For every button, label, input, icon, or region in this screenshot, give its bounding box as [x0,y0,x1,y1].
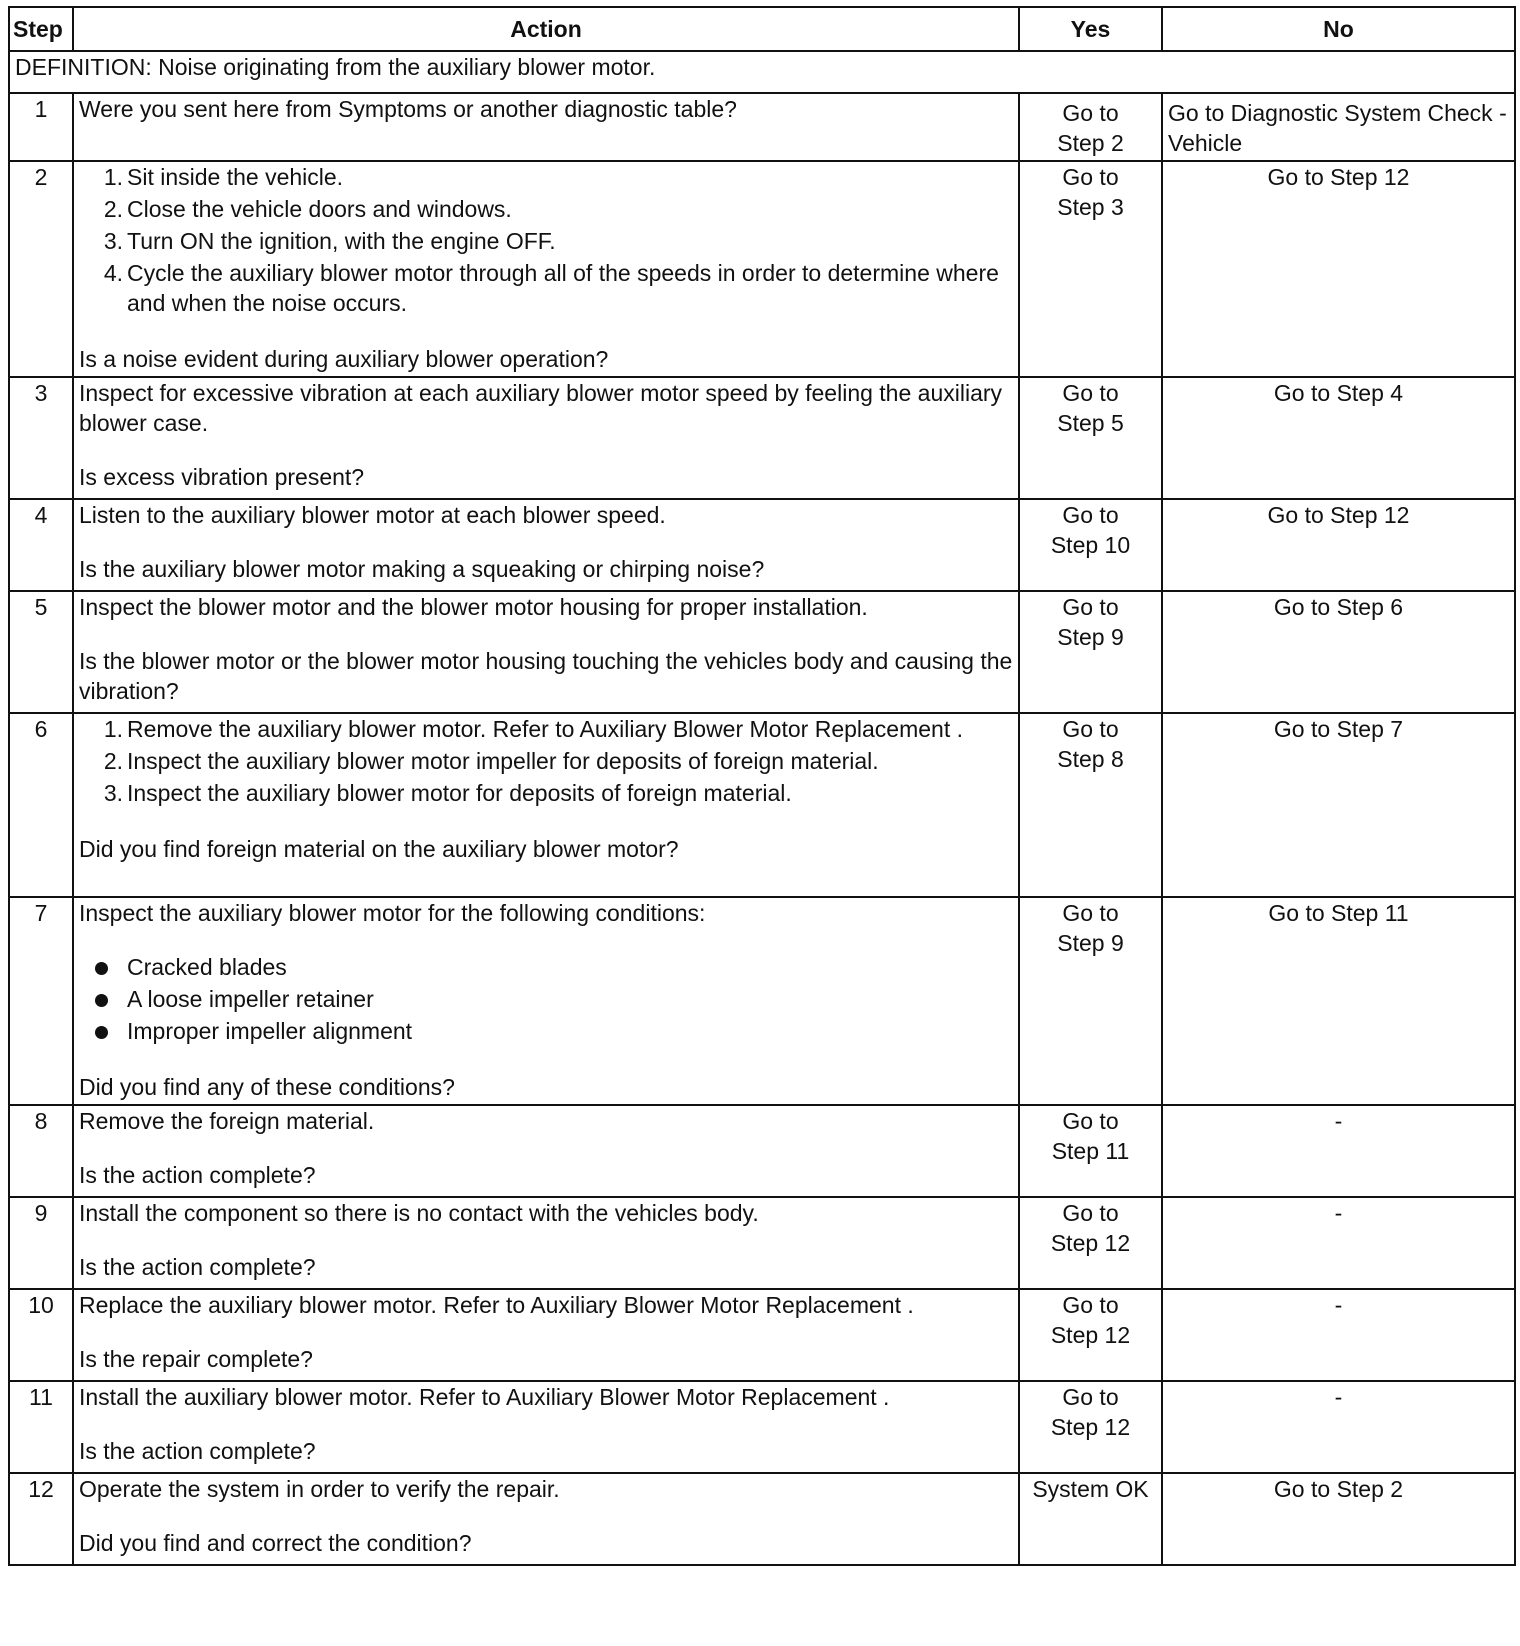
step-number: 1 [9,93,73,161]
list-item: 4. Cycle the auxiliary blower motor through all of the speeds in order to determine where and when the noise occurs. [103,260,999,316]
table-row [9,161,1515,377]
action-cell [73,1381,1019,1473]
table-row [9,713,1515,897]
action-question: Is the auxiliary blower motor making a squeaking or chirping noise? [79,556,765,582]
list-item: 2. Inspect the auxiliary blower motor impeller for deposits of foreign material. [103,748,879,774]
action-intro: Inspect the auxiliary blower motor for the following conditions: [79,900,706,926]
list-item: A loose impeller retainer [79,984,1013,1014]
yes-cell: Go to Step 9 [1019,591,1162,713]
action-question: Is the repair complete? [79,1346,313,1372]
action-intro: Inspect the blower motor and the blower motor housing for proper installation. [79,594,868,620]
action-intro: Inspect for excessive vibration at each auxiliary blower motor speed by feeling the auxiliary blower case. [79,380,1003,436]
action-cell [73,1105,1019,1197]
list-item: 2. Close the vehicle doors and windows. [103,196,512,222]
step-number: 8 [9,1105,73,1197]
header-yes: Yes [1019,7,1162,51]
action-question: Is the action complete? [79,1438,316,1464]
action-cell [73,377,1019,499]
action-intro: Install the auxiliary blower motor. Refer to Auxiliary Blower Motor Replacement . [79,1384,890,1410]
table-row [9,93,1515,161]
table-row [9,1197,1515,1289]
condition-bullets-list [79,952,1013,1046]
action-steps-list [79,714,1013,808]
bullet-icon [95,1026,108,1039]
table-row [9,1289,1515,1381]
step-number: 2 [9,161,73,377]
yes-cell: Go to Step 12 [1019,1197,1162,1289]
bullet-icon [95,962,108,975]
table-row [9,1473,1515,1565]
list-item: Cracked blades [79,952,1013,982]
list-item: 1. Sit inside the vehicle. [103,164,344,190]
table-row [9,1105,1515,1197]
action-cell [73,1289,1019,1381]
table-row [9,499,1515,591]
definition-text: DEFINITION: Noise originating from the auxiliary blower motor. [9,51,1515,93]
action-question: Is excess vibration present? [79,464,365,490]
action-cell [73,1197,1019,1289]
action-question: Is the blower motor or the blower motor housing touching the vehicles body and causing the vibration? [79,648,1013,704]
step-number: 5 [9,591,73,713]
table-header-row [9,7,1515,51]
action-intro: Operate the system in order to verify the repair. [79,1476,560,1502]
action-question: Were you sent here from Symptoms or another diagnostic table? [79,96,737,122]
yes-cell: Go to Step 3 [1019,161,1162,377]
table-row [9,897,1515,1105]
step-number: 7 [9,897,73,1105]
yes-cell: Go to Step 9 [1019,897,1162,1105]
action-steps-list [79,162,1013,318]
action-cell [73,1473,1019,1565]
table-row [9,1381,1515,1473]
action-cell [73,591,1019,713]
table-row [9,377,1515,499]
action-question: Did you find foreign material on the auxiliary blower motor? [79,836,679,862]
list-item: 3. Inspect the auxiliary blower motor for deposits of foreign material. [103,780,792,806]
step-number: 4 [9,499,73,591]
action-cell [73,161,1019,377]
yes-cell: Go to Step 10 [1019,499,1162,591]
bullet-icon [95,994,108,1007]
step-number: 11 [9,1381,73,1473]
yes-cell: Go to Step 5 [1019,377,1162,499]
no-cell: Go to Diagnostic System Check - Vehicle [1162,93,1515,161]
step-number: 10 [9,1289,73,1381]
no-cell: Go to Step 2 [1162,1473,1515,1565]
table-row [9,591,1515,713]
list-item: 1. Remove the auxiliary blower motor. Refer to Auxiliary Blower Motor Replacement . [103,716,964,742]
diagnostic-table [8,6,1516,1566]
no-cell: - [1162,1197,1515,1289]
no-cell: Go to Step 6 [1162,591,1515,713]
header-no: No [1162,7,1515,51]
action-intro: Listen to the auxiliary blower motor at each blower speed. [79,502,666,528]
no-cell: - [1162,1381,1515,1473]
no-cell: - [1162,1105,1515,1197]
yes-cell: Go to Step 2 [1019,93,1162,161]
no-cell: Go to Step 11 [1162,897,1515,1105]
yes-cell: Go to Step 11 [1019,1105,1162,1197]
yes-cell: Go to Step 12 [1019,1381,1162,1473]
definition-row [9,51,1515,93]
action-cell [73,713,1019,897]
action-question: Is the action complete? [79,1254,316,1280]
step-number: 6 [9,713,73,897]
step-number: 12 [9,1473,73,1565]
no-cell: Go to Step 7 [1162,713,1515,897]
no-cell: Go to Step 12 [1162,499,1515,591]
no-cell: Go to Step 12 [1162,161,1515,377]
step-number: 9 [9,1197,73,1289]
no-cell: - [1162,1289,1515,1381]
action-cell [73,499,1019,591]
action-intro: Install the component so there is no contact with the vehicles body. [79,1200,759,1226]
action-cell [73,93,1019,161]
yes-cell: Go to Step 12 [1019,1289,1162,1381]
yes-cell: System OK [1019,1473,1162,1565]
list-item: Improper impeller alignment [79,1016,1013,1046]
action-intro: Replace the auxiliary blower motor. Refer to Auxiliary Blower Motor Replacement . [79,1292,914,1318]
action-question: Did you find and correct the condition? [79,1530,472,1556]
header-step: Step [9,7,73,51]
action-question: Did you find any of these conditions? [79,1074,455,1100]
list-item: 3. Turn ON the ignition, with the engine OFF. [103,228,556,254]
header-action: Action [73,7,1019,51]
action-question: Is a noise evident during auxiliary blower operation? [79,346,609,372]
action-intro: Remove the foreign material. [79,1108,375,1134]
yes-cell: Go to Step 8 [1019,713,1162,897]
step-number: 3 [9,377,73,499]
action-cell [73,897,1019,1105]
no-cell: Go to Step 4 [1162,377,1515,499]
action-question: Is the action complete? [79,1162,316,1188]
